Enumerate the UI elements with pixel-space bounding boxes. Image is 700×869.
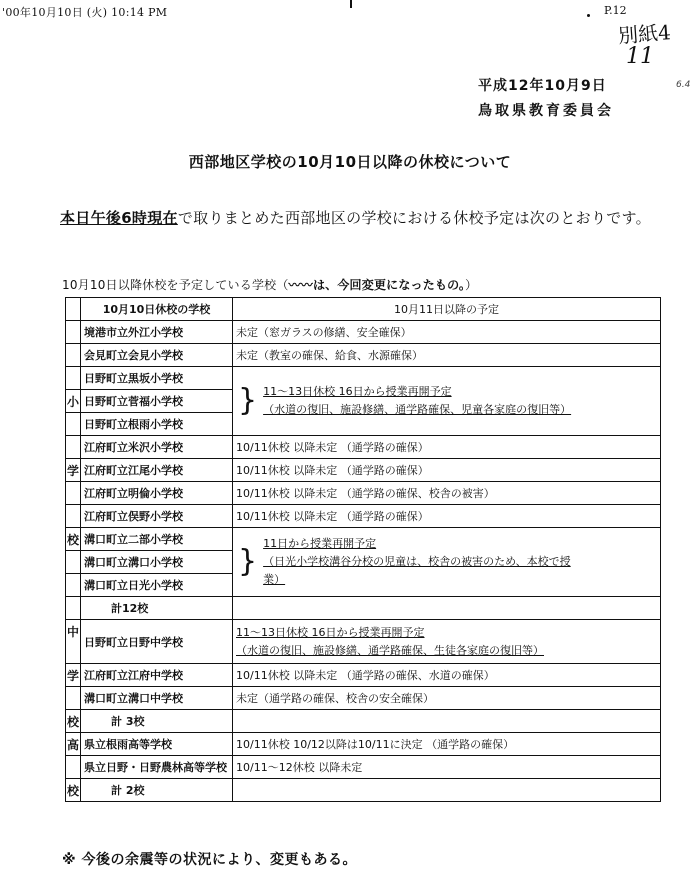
page-number: P.12 bbox=[604, 4, 627, 17]
level-label: 中 bbox=[66, 620, 81, 664]
level-cell bbox=[66, 551, 81, 574]
plan-cell bbox=[233, 620, 661, 664]
plan-cell: 未定（教室の確保、給食、水源確保） bbox=[233, 344, 661, 367]
plan-group-hino bbox=[233, 367, 661, 436]
school-name: 境港市立外江小学校 bbox=[81, 321, 233, 344]
total-row bbox=[66, 710, 661, 733]
school-name: 江府町立俣野小学校 bbox=[81, 505, 233, 528]
table-row bbox=[66, 505, 661, 528]
plan-cell: 10/11休校 以降未定 （通学路の確保） bbox=[233, 436, 661, 459]
table-row bbox=[66, 620, 661, 664]
plan-cell: 10/11休校 10/12以降は10/11に決定 （通学路の確保） bbox=[233, 733, 661, 756]
group-line: 11日から授業再開予定 bbox=[263, 537, 377, 550]
school-name: 日野町立根雨小学校 bbox=[81, 413, 233, 436]
plan-cell: 10/11休校 以降未定 （通学路の確保、水道の確保） bbox=[233, 664, 661, 687]
total-row bbox=[66, 779, 661, 802]
caption-note: 〰〰は、今回変更になったもの。 bbox=[288, 278, 466, 292]
school-name: 会見町立会見小学校 bbox=[81, 344, 233, 367]
table-caption bbox=[62, 276, 477, 293]
blank-cell bbox=[233, 710, 661, 733]
issuing-organization: 鳥取県教育委員会 bbox=[478, 103, 614, 119]
plan-cell: 未定（窓ガラスの修繕、安全確保） bbox=[233, 321, 661, 344]
group-line: （水道の復旧、施設修繕、通学路確保、児童各家庭の復旧等） bbox=[263, 403, 572, 416]
group-line: 業） bbox=[263, 573, 286, 586]
level-cell bbox=[66, 413, 81, 436]
table-row bbox=[66, 528, 661, 551]
caption-main: 10月10日以降休校を予定している学校（ bbox=[62, 278, 289, 292]
brace-mark: } bbox=[238, 544, 258, 579]
level-cell bbox=[66, 597, 81, 620]
table-row bbox=[66, 733, 661, 756]
school-name: 江府町立江府中学校 bbox=[81, 664, 233, 687]
level-label: 校 bbox=[66, 528, 81, 551]
plan-cell: 10/11～12休校 以降未定 bbox=[233, 756, 661, 779]
level-label: 小 bbox=[66, 390, 81, 413]
plan-cell: 10/11休校 以降未定 （通学路の確保） bbox=[233, 505, 661, 528]
caption-close: ） bbox=[465, 278, 478, 292]
level-cell bbox=[66, 367, 81, 390]
school-name: 江府町立明倫小学校 bbox=[81, 482, 233, 505]
footnote: ※ 今後の余震等の状況により、変更もある。 bbox=[62, 852, 357, 868]
level-cell bbox=[66, 505, 81, 528]
plan-cell: 10/11休校 以降未定 （通学路の確保） bbox=[233, 459, 661, 482]
attachment-mark: 別紙4 bbox=[617, 20, 672, 48]
fax-tick-mark bbox=[350, 0, 352, 8]
level-cell bbox=[66, 321, 81, 344]
header-blank-cell bbox=[66, 298, 81, 321]
level-cell bbox=[66, 687, 81, 710]
table-header-row bbox=[66, 298, 661, 321]
level-label: 学 bbox=[66, 664, 81, 687]
level-cell bbox=[66, 574, 81, 597]
header-plan: 10月11日以降の予定 bbox=[233, 298, 661, 321]
blank-cell bbox=[233, 779, 661, 802]
group-line: （日光小学校溝谷分校の児童は、校舎の被害のため、本校で授 bbox=[263, 555, 571, 568]
blank-cell bbox=[233, 597, 661, 620]
plan-group-mizokuchi bbox=[233, 528, 661, 597]
handwritten-mark: 11 bbox=[626, 44, 654, 69]
school-name: 県立日野・日野農林高等学校 bbox=[81, 756, 233, 779]
level-label: 高 bbox=[66, 733, 81, 756]
table-row bbox=[66, 321, 661, 344]
brace-mark: } bbox=[238, 383, 258, 418]
intro-emphasis: 本日午後6時現在 bbox=[60, 209, 178, 227]
table-row bbox=[66, 367, 661, 390]
table-row bbox=[66, 459, 661, 482]
plan-cell: 未定（通学路の確保、校舎の安全確保） bbox=[233, 687, 661, 710]
school-name: 溝口町立溝口小学校 bbox=[81, 551, 233, 574]
school-name: 県立根雨高等学校 bbox=[81, 733, 233, 756]
level-label: 校 bbox=[66, 779, 81, 802]
school-name: 溝口町立二部小学校 bbox=[81, 528, 233, 551]
group-line: 11～13日休校 16日から授業再開予定 bbox=[263, 385, 452, 398]
level-cell bbox=[66, 482, 81, 505]
level-cell bbox=[66, 344, 81, 367]
document-title: 西部地区学校の10月10日以降の休校について bbox=[188, 153, 512, 171]
school-name: 日野町立黒坂小学校 bbox=[81, 367, 233, 390]
edge-mark: 6.4 bbox=[676, 80, 691, 90]
school-name: 日野町立日野中学校 bbox=[81, 620, 233, 664]
elementary-total: 計12校 bbox=[81, 597, 233, 620]
junior-plan-line: 11～13日休校 16日から授業再開予定 bbox=[236, 625, 425, 639]
school-name: 日野町立菅福小学校 bbox=[81, 390, 233, 413]
level-label: 学 bbox=[66, 459, 81, 482]
table-row bbox=[66, 664, 661, 687]
total-row bbox=[66, 597, 661, 620]
level-label: 校 bbox=[66, 710, 81, 733]
level-cell bbox=[66, 436, 81, 459]
high-total: 計 2校 bbox=[81, 779, 233, 802]
school-name: 江府町立江尾小学校 bbox=[81, 459, 233, 482]
table-row bbox=[66, 436, 661, 459]
table-row bbox=[66, 687, 661, 710]
level-cell bbox=[66, 756, 81, 779]
fax-header: '00年10月10日 (火) 10:14 PM bbox=[2, 6, 168, 19]
header-school: 10月10日休校の学校 bbox=[81, 298, 233, 321]
plan-cell: 10/11休校 以降未定 （通学路の確保、校舎の被害） bbox=[233, 482, 661, 505]
junior-plan-line: （水道の復旧、施設修繕、通学路確保、生徒各家庭の復旧等） bbox=[236, 643, 544, 657]
intro-paragraph bbox=[60, 203, 660, 233]
table-row bbox=[66, 482, 661, 505]
table-row bbox=[66, 756, 661, 779]
school-name: 溝口町立溝口中学校 bbox=[81, 687, 233, 710]
fax-dot-mark bbox=[587, 14, 590, 17]
closure-schedule-table bbox=[65, 297, 661, 802]
school-name: 江府町立米沢小学校 bbox=[81, 436, 233, 459]
intro-text: で取りまとめた西部地区の学校における休校予定は次のとおりです。 bbox=[177, 209, 651, 227]
document-date: 平成12年10月9日 bbox=[478, 78, 607, 94]
table-row bbox=[66, 344, 661, 367]
school-name: 溝口町立日光小学校 bbox=[81, 574, 233, 597]
junior-total: 計 3校 bbox=[81, 710, 233, 733]
